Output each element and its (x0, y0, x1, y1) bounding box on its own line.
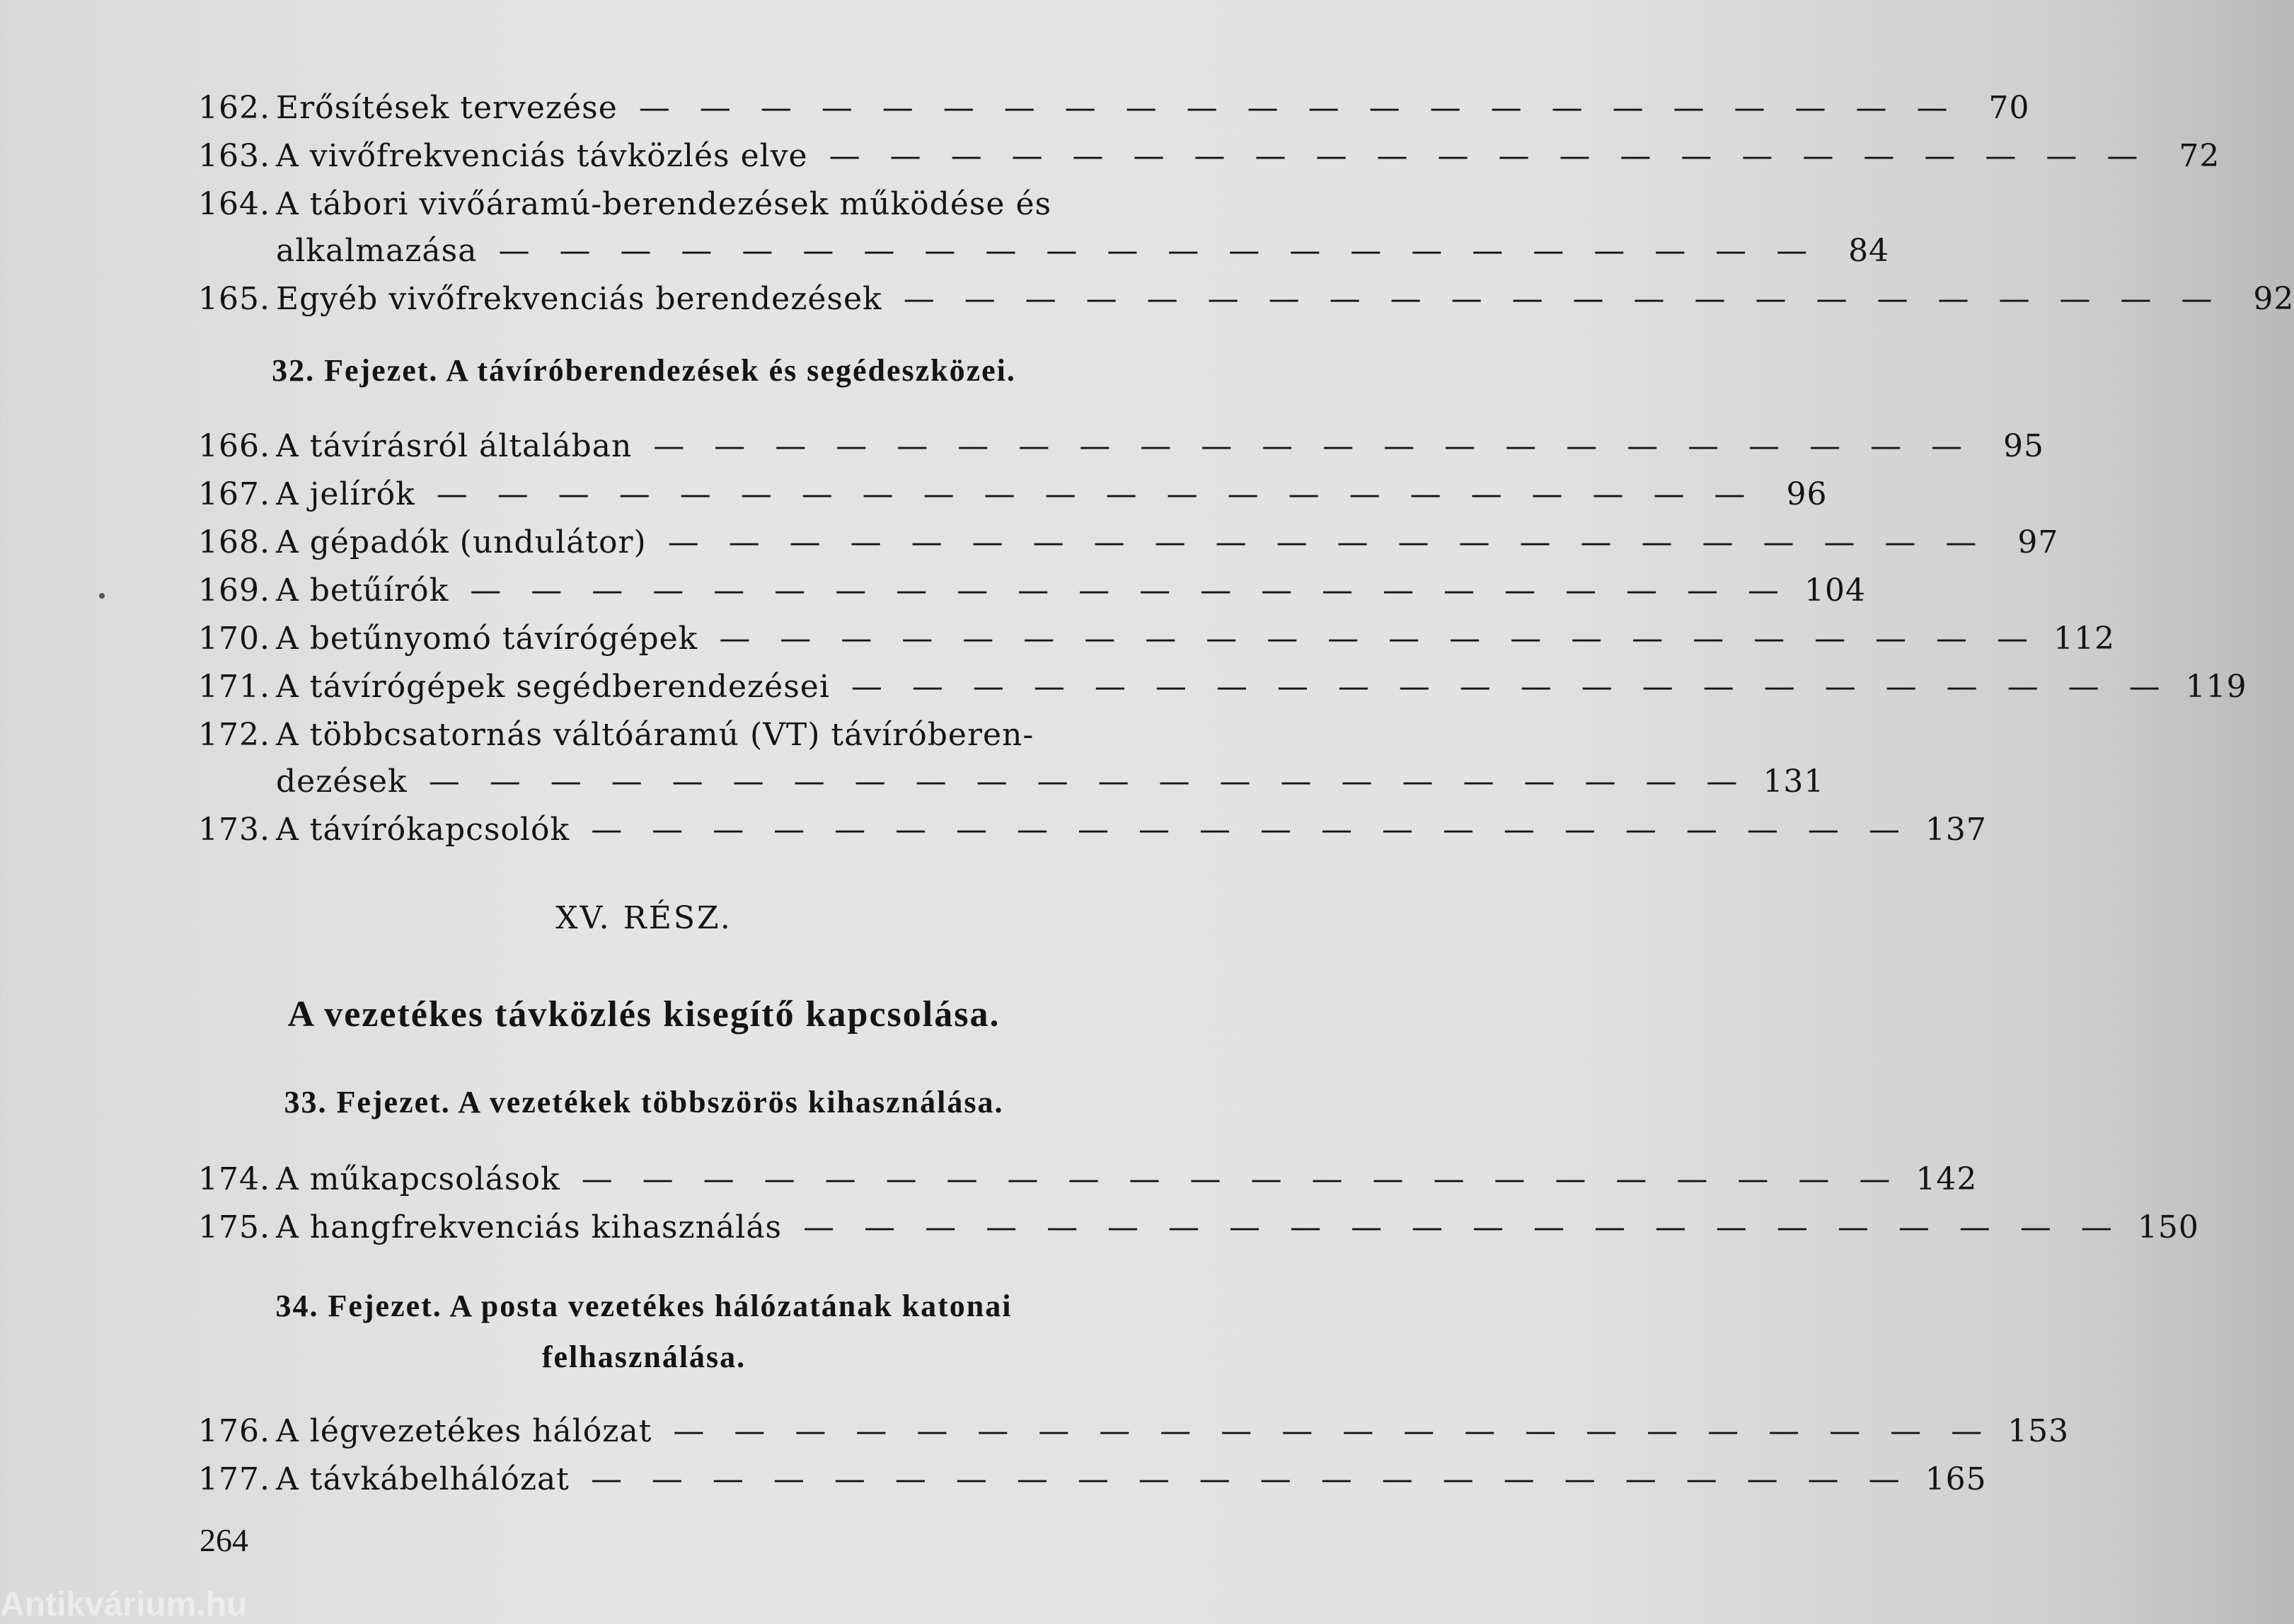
leader-dashes: — — — — — — — — — — — — — — — — — — — — — — (470, 572, 1789, 609)
toc-entry-title: A betűnyomó távírógépek (276, 621, 698, 657)
leader-dashes: — — — — — — — — — — — — — — — — — — — — — — (436, 476, 1756, 512)
toc-entry (198, 85, 2030, 132)
toc-entry-page: 84 (1848, 233, 1890, 269)
leader-dashes: — — — — — — — — — — — — — — — — — — — — — — (903, 281, 2223, 317)
toc-entry-number: 171. (198, 669, 270, 705)
toc-entry-number: 173. (198, 812, 270, 848)
toc-entry-title: A többcsatornás váltóáramú (VT) távíróberen- (276, 717, 1034, 753)
toc-entry (198, 1204, 2199, 1251)
toc-entry (198, 133, 2220, 180)
leader-dashes: — — — — — — — — — — — — — — — — — — — — — — (829, 138, 2148, 174)
leader-dashes: — — — — — — — — — — — — — — — — — — — — — — (590, 1461, 1910, 1497)
toc-entry (198, 568, 1866, 614)
leader-dashes: — — — — — — — — — — — — — — — — — — — — — — (719, 621, 2039, 657)
leader-dashes: — — — — — — — — — — — — — — — — — — — — — — (673, 1413, 1993, 1449)
toc-entry-title: alkalmazása (276, 233, 478, 269)
toc-entry-number: 164. (198, 186, 270, 222)
toc-entry-title: A betűírók (276, 572, 449, 609)
toc-entry (198, 807, 1987, 853)
toc-entry-number: 166. (198, 428, 270, 464)
leader-dashes: — — — — — — — — — — — — — — — — — — — — — — (653, 428, 1973, 464)
toc-entry-page: 131 (1763, 764, 1825, 800)
toc-entry (198, 519, 2059, 566)
toc-entry-page: 104 (1804, 572, 1866, 609)
toc-entry (198, 1408, 2070, 1455)
watermark: Antikvárium.hu (0, 1586, 248, 1623)
toc-entry-number: 172. (198, 717, 270, 753)
toc-entry-number: 174. (198, 1161, 270, 1197)
chapter-33-heading: 33. Fejezet. A vezetékek többszörös kihasználása. (284, 1085, 1004, 1119)
toc-entry (198, 616, 2116, 662)
toc-entry-page: 95 (2003, 428, 2045, 464)
chapter-34-heading (212, 1281, 1076, 1383)
toc-entry (198, 423, 2045, 470)
toc-entry (198, 1456, 1987, 1503)
toc-entry-title: A távkábelhálózat (276, 1461, 570, 1497)
toc-entry-page: 72 (2179, 138, 2220, 174)
toc-entry-number: 176. (198, 1413, 270, 1449)
toc-entry-page: 96 (1786, 476, 1828, 512)
toc-entry-page: 137 (1925, 812, 1987, 848)
toc-entry-title: Erősítések tervezése (276, 90, 618, 126)
leader-dashes: — — — — — — — — — — — — — — — — — — — — — — (498, 233, 1818, 269)
toc-entry-page: 112 (2053, 621, 2116, 657)
leader-dashes: — — — — — — — — — — — — — — — — — — — — — — (581, 1161, 1901, 1197)
toc-entry-title: dezések (276, 764, 408, 800)
toc-entry (198, 181, 1890, 275)
toc-entry-number: 170. (198, 621, 270, 657)
toc-entry (198, 712, 1825, 805)
chapter-34-line-1: 34. Fejezet. A posta vezetékes hálózatának katonai (275, 1289, 1013, 1323)
leader-dashes: — — — — — — — — — — — — — — — — — — — — — — (667, 524, 1987, 560)
leader-dashes: — — — — — — — — — — — — — — — — — — — — — — (638, 90, 1958, 126)
toc-entry-page: 70 (1988, 90, 2030, 126)
toc-entry-title: A gépadók (undulátor) (276, 524, 647, 560)
toc-entry-title: A távírókapcsolók (276, 812, 570, 848)
toc-entry (198, 664, 2247, 710)
toc-entry-page: 150 (2137, 1209, 2199, 1245)
toc-entry-title: A műkapcsolások (276, 1161, 560, 1197)
toc-entry-title: A hangfrekvenciás kihasználás (276, 1209, 783, 1245)
toc-entry-page: 119 (2185, 669, 2247, 705)
toc-entry-title: A távírógépek segédberendezései (276, 669, 830, 705)
ink-speck (99, 593, 105, 599)
toc-entry (198, 1156, 1978, 1203)
chapter-32-heading: 32. Fejezet. A távíróberendezések és segédeszközei. (272, 353, 1016, 388)
toc-entry-number: 165. (198, 281, 270, 317)
part-title: A vezetékes távközlés kisegítő kapcsolása. (287, 994, 1001, 1035)
toc-entry-title: A távírásról általában (276, 428, 633, 464)
toc-entry-number: 163. (198, 138, 270, 174)
toc-entry-page: 92 (2253, 281, 2294, 317)
part-label: XV. RÉSZ. (555, 900, 732, 936)
toc-entry-page: 165 (1925, 1461, 1987, 1497)
toc-entry-title: Egyéb vivőfrekvenciás berendezések (276, 281, 882, 317)
toc-entry-page: 97 (2017, 524, 2059, 560)
toc-entry (198, 471, 1828, 518)
leader-dashes: — — — — — — — — — — — — — — — — — — — — — — (803, 1209, 2122, 1245)
toc-entry (198, 276, 2294, 323)
toc-entry-title: A vivőfrekvenciás távközlés elve (276, 138, 808, 174)
toc-entry-number: 177. (198, 1461, 270, 1497)
page-number: 264 (200, 1522, 248, 1558)
toc-entry-title: A jelírók (276, 476, 415, 512)
leader-dashes: — — — — — — — — — — — — — — — — — — — — — — (428, 764, 1748, 800)
toc-entry-title: A légvezetékes hálózat (276, 1413, 652, 1449)
toc-entry-number: 169. (198, 572, 270, 609)
toc-entry-number: 162. (198, 90, 270, 126)
chapter-34-line-2: felhasználása. (541, 1340, 747, 1374)
toc-entry-number: 167. (198, 476, 270, 512)
toc-entry-title: A tábori vivőáramú-berendezések működése és (276, 186, 1052, 222)
toc-entry-number: 175. (198, 1209, 270, 1245)
toc-entry-page: 153 (2007, 1413, 2070, 1449)
toc-entry-page: 142 (1915, 1161, 1978, 1197)
leader-dashes: — — — — — — — — — — — — — — — — — — — — — — (591, 812, 1910, 848)
toc-entry-number: 168. (198, 524, 270, 560)
leader-dashes: — — — — — — — — — — — — — — — — — — — — — — (851, 669, 2170, 705)
